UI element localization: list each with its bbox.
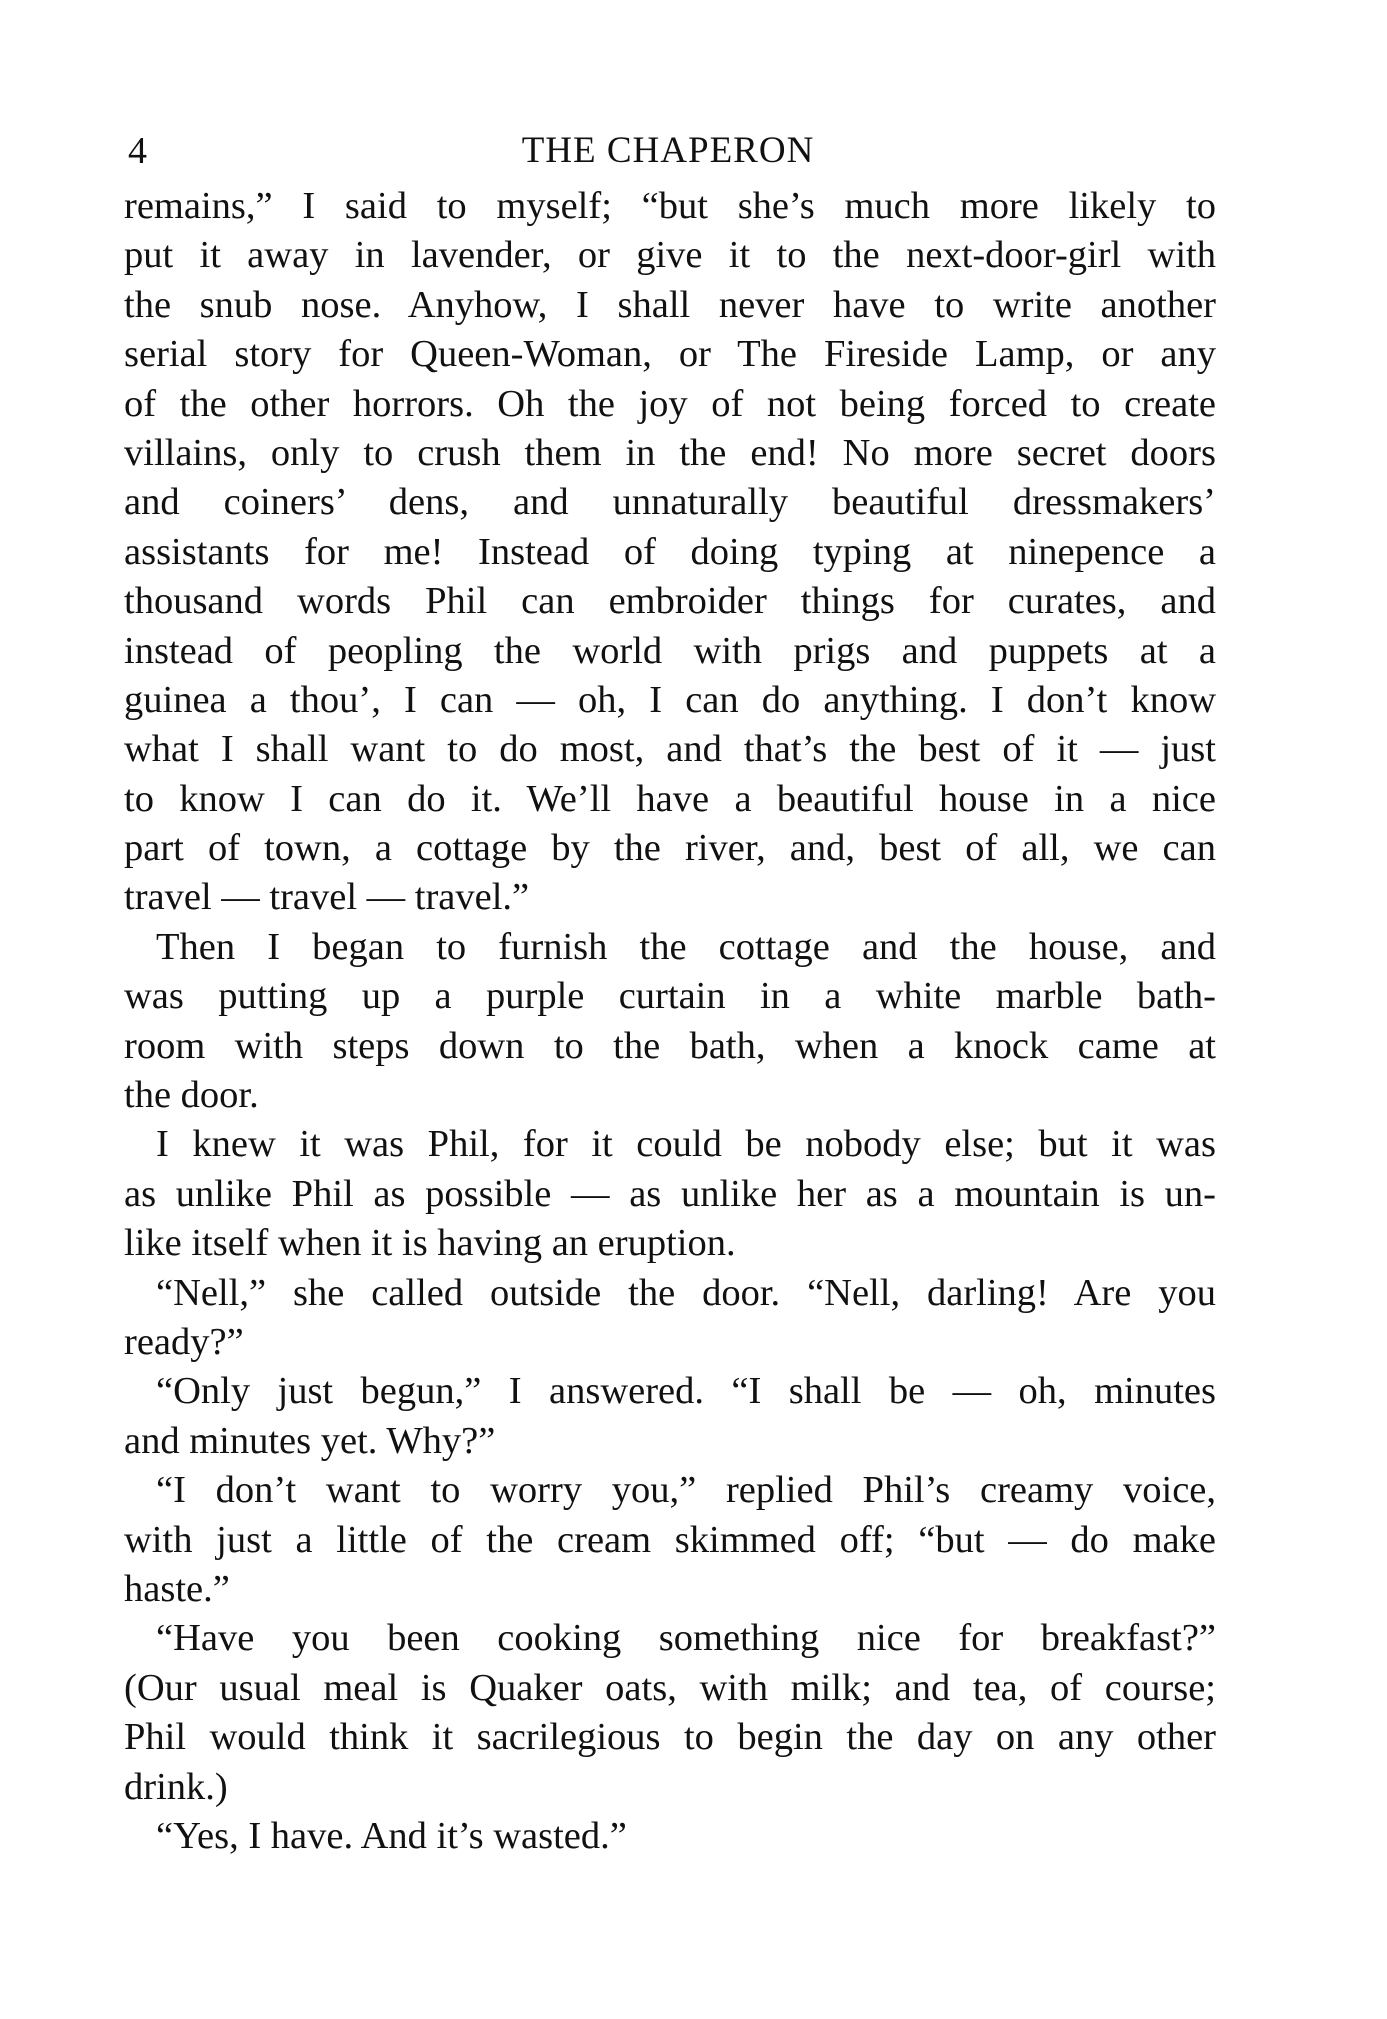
text-line: “Only just begun,” I answered. “I shall be — oh, minutes [156,1370,1216,1413]
text-line: part of town, a cottage by the river, and, best of all, we can [124,827,1216,870]
text-line: Phil would think it sacrilegious to begin the day on any other [124,1716,1216,1759]
text-line: what I shall want to do most, and that’s the best of it — just [124,728,1216,771]
body-text [124,182,1216,1861]
text-line: “Have you been cooking something nice for breakfast?” [156,1617,1216,1660]
text-line: the door. [124,1074,259,1117]
text-line: was putting up a purple curtain in a white marble bath- [124,975,1216,1018]
text-line: “I don’t want to worry you,” replied Phil’s creamy voice, [156,1469,1216,1512]
text-line: put it away in lavender, or give it to the next-door-girl with [124,234,1216,277]
text-line: (Our usual meal is Quaker oats, with milk; and tea, of course; [124,1666,1216,1709]
text-line: guinea a thou’, I can — oh, I can do anything. I don’t know [124,678,1216,721]
text-line: to know I can do it. We’ll have a beautiful house in a nice [124,777,1216,820]
text-line: Then I began to furnish the cottage and the house, and [156,925,1216,968]
text-line: travel — travel — travel.” [124,876,530,919]
text-line: ready?” [124,1320,244,1363]
text-line: haste.” [124,1567,230,1610]
text-line: with just a little of the cream skimmed off; “but — do make [124,1518,1216,1561]
text-line: drink.) [124,1765,228,1808]
running-title: THE CHAPERON [521,130,815,171]
text-line: the snub nose. Anyhow, I shall never have to write another [124,283,1216,326]
text-line: I knew it was Phil, for it could be nobody else; but it was [156,1123,1216,1166]
text-line: as unlike Phil as possible — as unlike her as a mountain is un- [124,1172,1216,1215]
text-line: serial story for Queen-Woman, or The Fireside Lamp, or any [124,333,1216,376]
text-line: remains,” I said to myself; “but she’s much more likely to [124,185,1216,227]
text-line: assistants for me! Instead of doing typing at ninepence a [124,530,1216,573]
text-line: thousand words Phil can embroider things for curates, and [124,580,1216,623]
page-number: 4 [128,130,147,172]
text-line: “Nell,” she called outside the door. “Nell, darling! Are you [156,1271,1216,1314]
text-line: of the other horrors. Oh the joy of not being forced to create [124,382,1216,425]
text-line: villains, only to crush them in the end! No more secret doors [124,431,1216,474]
text-line: like itself when it is having an eruption. [124,1222,736,1265]
text-line: instead of peopling the world with prigs and puppets at a [124,629,1216,672]
text-line: room with steps down to the bath, when a knock came at [124,1024,1216,1067]
text-line: “Yes, I have. And it’s wasted.” [156,1814,627,1857]
page-header [118,126,1218,176]
text-line: and coiners’ dens, and unnaturally beautiful dressmakers’ [124,481,1216,524]
text-line: and minutes yet. Why?” [124,1419,496,1462]
